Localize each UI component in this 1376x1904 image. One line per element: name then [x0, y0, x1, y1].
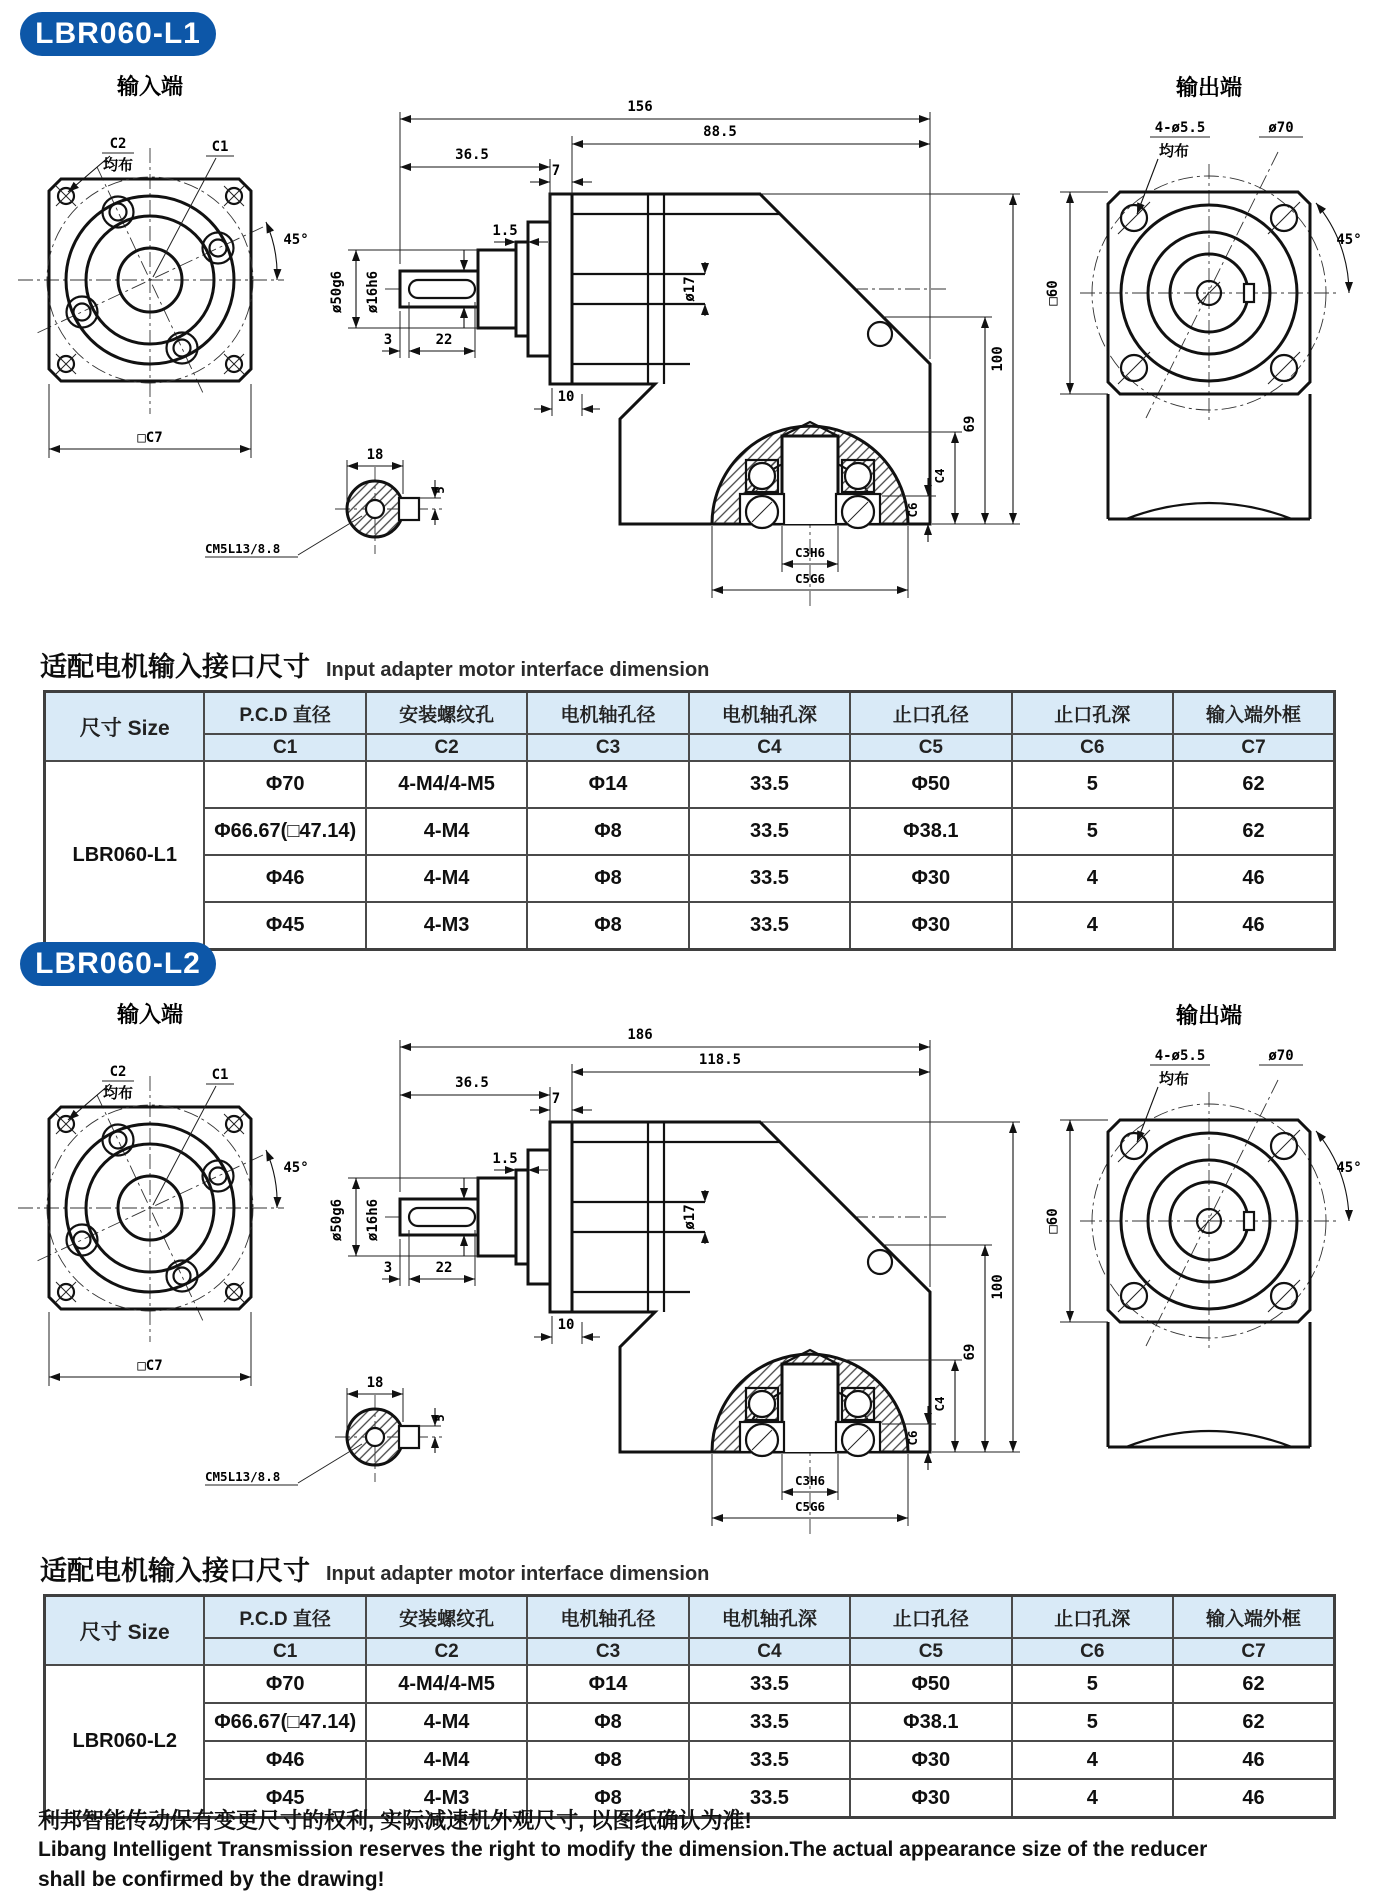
dim-key-length: 22 [435, 1260, 453, 1276]
dim-5: 5 [432, 1414, 447, 1422]
dim-100: 100 [990, 1274, 1006, 1300]
cell: 5 [1012, 808, 1173, 855]
col-c5: C5 [850, 1638, 1011, 1665]
cell: Φ30 [850, 855, 1011, 902]
dim-collar: 7 [551, 163, 561, 179]
cell: 46 [1173, 855, 1335, 902]
table-heading-en: Input adapter motor interface dimension [326, 659, 710, 681]
cell: 33.5 [689, 1741, 850, 1779]
col-c1: C1 [204, 1638, 365, 1665]
shaft-detail-view [205, 447, 447, 557]
dim-c3h6: C3H6 [794, 545, 826, 560]
col-c5-zh: 止口孔径 [850, 1596, 1011, 1639]
cell: 5 [1012, 761, 1173, 808]
cell: 33.5 [689, 1779, 850, 1818]
output-angle-label: 45° [1336, 232, 1362, 248]
holes-sub-label: 均布 [1158, 1071, 1190, 1088]
model-badge-l1: LBR060-L1 [20, 12, 216, 56]
col-c1: C1 [204, 734, 365, 761]
dim-c5g6: C5G6 [794, 1499, 826, 1514]
input-end-view [18, 74, 309, 458]
col-c7: C7 [1173, 1638, 1335, 1665]
cell: 4-M4/4-M5 [366, 761, 527, 808]
col-c7-zh: 输入端外框 [1173, 692, 1335, 735]
col-size: 尺寸 Size [45, 692, 205, 762]
col-c6-zh: 止口孔深 [1012, 1596, 1173, 1639]
dim-100: 100 [990, 346, 1006, 372]
c2-sub-label: 均布 [102, 157, 134, 174]
dim-key-offset: 3 [383, 332, 393, 348]
model-badge-l2: LBR060-L2 [20, 942, 216, 986]
cell: 4-M3 [366, 902, 527, 950]
cell: Φ14 [527, 761, 688, 808]
col-c2: C2 [366, 1638, 527, 1665]
cell: 4 [1012, 1741, 1173, 1779]
col-c6: C6 [1012, 734, 1173, 761]
dim-key-length: 22 [435, 332, 453, 348]
holes-label: 4-ø5.5 [1154, 120, 1206, 136]
holes-sub-label: 均布 [1158, 143, 1190, 160]
col-c7-zh: 输入端外框 [1173, 1596, 1335, 1639]
c2-label: C2 [109, 1064, 127, 1080]
cell: 4-M4 [366, 1703, 527, 1741]
col-c2-zh: 安装螺纹孔 [366, 1596, 527, 1639]
dim-c5g6: C5G6 [794, 571, 826, 586]
dim-boss-dia: ø50g6 [329, 270, 345, 314]
cell: 4-M4 [366, 855, 527, 902]
cell: 33.5 [689, 855, 850, 902]
dim-5: 5 [432, 486, 447, 494]
col-c3: C3 [527, 1638, 688, 1665]
table-row [45, 1665, 1335, 1703]
table-heading-en: Input adapter motor interface dimension [326, 1563, 710, 1585]
col-c3-zh: 电机轴孔径 [527, 692, 688, 735]
detail-note: CM5L13/8.8 [205, 541, 281, 556]
dim-square60: □60 [1045, 280, 1061, 306]
dim-tab: 10 [557, 1317, 575, 1333]
dim-body: 118.5 [698, 1052, 742, 1068]
cell: 4-M4 [366, 808, 527, 855]
side-section-view [329, 1027, 1020, 1537]
cell: 4-M4/4-M5 [366, 1665, 527, 1703]
table-heading-zh: 适配电机输入接口尺寸 [40, 1556, 310, 1586]
col-c6: C6 [1012, 1638, 1173, 1665]
col-c4-zh: 电机轴孔深 [689, 1596, 850, 1639]
dim-step: 1.5 [492, 1151, 518, 1167]
c1-label: C1 [211, 1067, 229, 1083]
dim-69: 69 [962, 1343, 978, 1361]
dim-step: 1.5 [492, 223, 518, 239]
dim-c4: C4 [932, 1396, 947, 1412]
cell: 62 [1173, 808, 1335, 855]
model-cell: LBR060-L1 [45, 761, 205, 950]
cell: Φ50 [850, 1665, 1011, 1703]
c2-sub-label: 均布 [102, 1085, 134, 1102]
c1-label: C1 [211, 139, 229, 155]
d70-label: ø70 [1268, 120, 1294, 136]
side-section-view [329, 99, 1020, 609]
cell: 46 [1173, 1779, 1335, 1818]
table-row [45, 808, 1335, 855]
output-view-title: 输出端 [1175, 75, 1243, 100]
c2-label: C2 [109, 136, 127, 152]
cell: Φ30 [850, 1779, 1011, 1818]
dim-c6: C6 [905, 502, 920, 518]
table-row [45, 1741, 1335, 1779]
cell: Φ66.67(□47.14) [204, 1703, 365, 1741]
table-row [45, 855, 1335, 902]
cell: Φ70 [204, 761, 365, 808]
dim-front: 36.5 [455, 147, 489, 163]
footer-disclaimer-zh: 利邦智能传动保有变更尺寸的权利, 实际减速机外观尺寸, 以图纸确认为准! [38, 1808, 752, 1833]
c7-dim-label: □C7 [137, 1358, 163, 1374]
table-heading-l2 [40, 1549, 709, 1588]
c7-dim-label: □C7 [137, 430, 163, 446]
input-view-title: 输入端 [116, 1002, 184, 1027]
table-heading-l1 [40, 645, 709, 684]
cell: 5 [1012, 1703, 1173, 1741]
cell: 62 [1173, 761, 1335, 808]
cell: Φ50 [850, 761, 1011, 808]
engineering-drawing-l1 [0, 64, 1376, 619]
cell: Φ45 [204, 902, 365, 950]
engineering-drawing-l2 [0, 992, 1376, 1547]
cell: Φ8 [527, 855, 688, 902]
cell: 46 [1173, 1741, 1335, 1779]
input-view-title: 输入端 [116, 74, 184, 99]
cell: 46 [1173, 902, 1335, 950]
col-c4: C4 [689, 1638, 850, 1665]
output-view-title: 输出端 [1175, 1003, 1243, 1028]
cell: 4-M3 [366, 1779, 527, 1818]
col-c4-zh: 电机轴孔深 [689, 692, 850, 735]
d70-label: ø70 [1268, 1048, 1294, 1064]
dim-shaft-dia: ø16h6 [365, 270, 381, 314]
col-c7: C7 [1173, 734, 1335, 761]
angle-label: 45° [283, 232, 309, 248]
cell: Φ30 [850, 1741, 1011, 1779]
dim-69: 69 [962, 415, 978, 433]
col-size: 尺寸 Size [45, 1596, 205, 1666]
output-end-view [1045, 1003, 1362, 1447]
cell: 4-M4 [366, 1741, 527, 1779]
col-c2: C2 [366, 734, 527, 761]
cell: 33.5 [689, 1703, 850, 1741]
model-cell: LBR060-L2 [45, 1665, 205, 1818]
cell: Φ8 [527, 1779, 688, 1818]
footer-disclaimer-en2: shall be confirmed by the drawing! [38, 1868, 385, 1891]
cell: Φ38.1 [850, 1703, 1011, 1741]
spec-table-l2 [43, 1594, 1336, 1819]
cell: 33.5 [689, 761, 850, 808]
shaft-detail-view [205, 1375, 447, 1485]
dim-bore-dia: ø17 [682, 1204, 698, 1230]
cell: Φ66.67(□47.14) [204, 808, 365, 855]
cell: Φ8 [527, 808, 688, 855]
cell: 62 [1173, 1665, 1335, 1703]
table-row [45, 761, 1335, 808]
col-c3-zh: 电机轴孔径 [527, 1596, 688, 1639]
dim-tab: 10 [557, 389, 575, 405]
col-c4: C4 [689, 734, 850, 761]
input-end-view [18, 1002, 309, 1386]
col-c3: C3 [527, 734, 688, 761]
cell: Φ38.1 [850, 808, 1011, 855]
dim-body: 88.5 [703, 124, 737, 140]
col-c1-zh: P.C.D 直径 [204, 692, 365, 735]
cell: Φ70 [204, 1665, 365, 1703]
cell: 4 [1012, 902, 1173, 950]
cell: 5 [1012, 1665, 1173, 1703]
table-heading-zh: 适配电机输入接口尺寸 [40, 652, 310, 682]
dim-c3h6: C3H6 [794, 1473, 826, 1488]
cell: 4 [1012, 1779, 1173, 1818]
dim-square60: □60 [1045, 1208, 1061, 1234]
dim-c6: C6 [905, 1430, 920, 1446]
cell: 33.5 [689, 1665, 850, 1703]
dim-bore-dia: ø17 [682, 276, 698, 302]
cell: Φ30 [850, 902, 1011, 950]
angle-label: 45° [283, 1160, 309, 1176]
cell: 33.5 [689, 902, 850, 950]
output-angle-label: 45° [1336, 1160, 1362, 1176]
cell: Φ46 [204, 1741, 365, 1779]
cell: Φ8 [527, 1703, 688, 1741]
col-c6-zh: 止口孔深 [1012, 692, 1173, 735]
dim-18: 18 [366, 1375, 384, 1391]
cell: Φ45 [204, 1779, 365, 1818]
dim-18: 18 [366, 447, 384, 463]
cell: Φ8 [527, 902, 688, 950]
dim-boss-dia: ø50g6 [329, 1198, 345, 1242]
cell: 62 [1173, 1703, 1335, 1741]
dim-collar: 7 [551, 1091, 561, 1107]
dim-front: 36.5 [455, 1075, 489, 1091]
output-end-view [1045, 75, 1362, 519]
dim-shaft-dia: ø16h6 [365, 1198, 381, 1242]
cell: Φ8 [527, 1741, 688, 1779]
cell: Φ14 [527, 1665, 688, 1703]
cell: 33.5 [689, 808, 850, 855]
dim-total: 186 [627, 1027, 653, 1043]
col-c1-zh: P.C.D 直径 [204, 1596, 365, 1639]
dim-total: 156 [627, 99, 653, 115]
cell: Φ46 [204, 855, 365, 902]
table-row [45, 1703, 1335, 1741]
spec-table-l1 [43, 690, 1336, 951]
holes-label: 4-ø5.5 [1154, 1048, 1206, 1064]
footer-disclaimer-en1: Libang Intelligent Transmission reserves the right to modify the dimension.The actual appearance size of the reducer [38, 1838, 1208, 1861]
dim-c4: C4 [932, 468, 947, 484]
col-c5-zh: 止口孔径 [850, 692, 1011, 735]
table-row [45, 902, 1335, 950]
col-c2-zh: 安装螺纹孔 [366, 692, 527, 735]
col-c5: C5 [850, 734, 1011, 761]
detail-note: CM5L13/8.8 [205, 1469, 281, 1484]
dim-key-offset: 3 [383, 1260, 393, 1276]
cell: 4 [1012, 855, 1173, 902]
